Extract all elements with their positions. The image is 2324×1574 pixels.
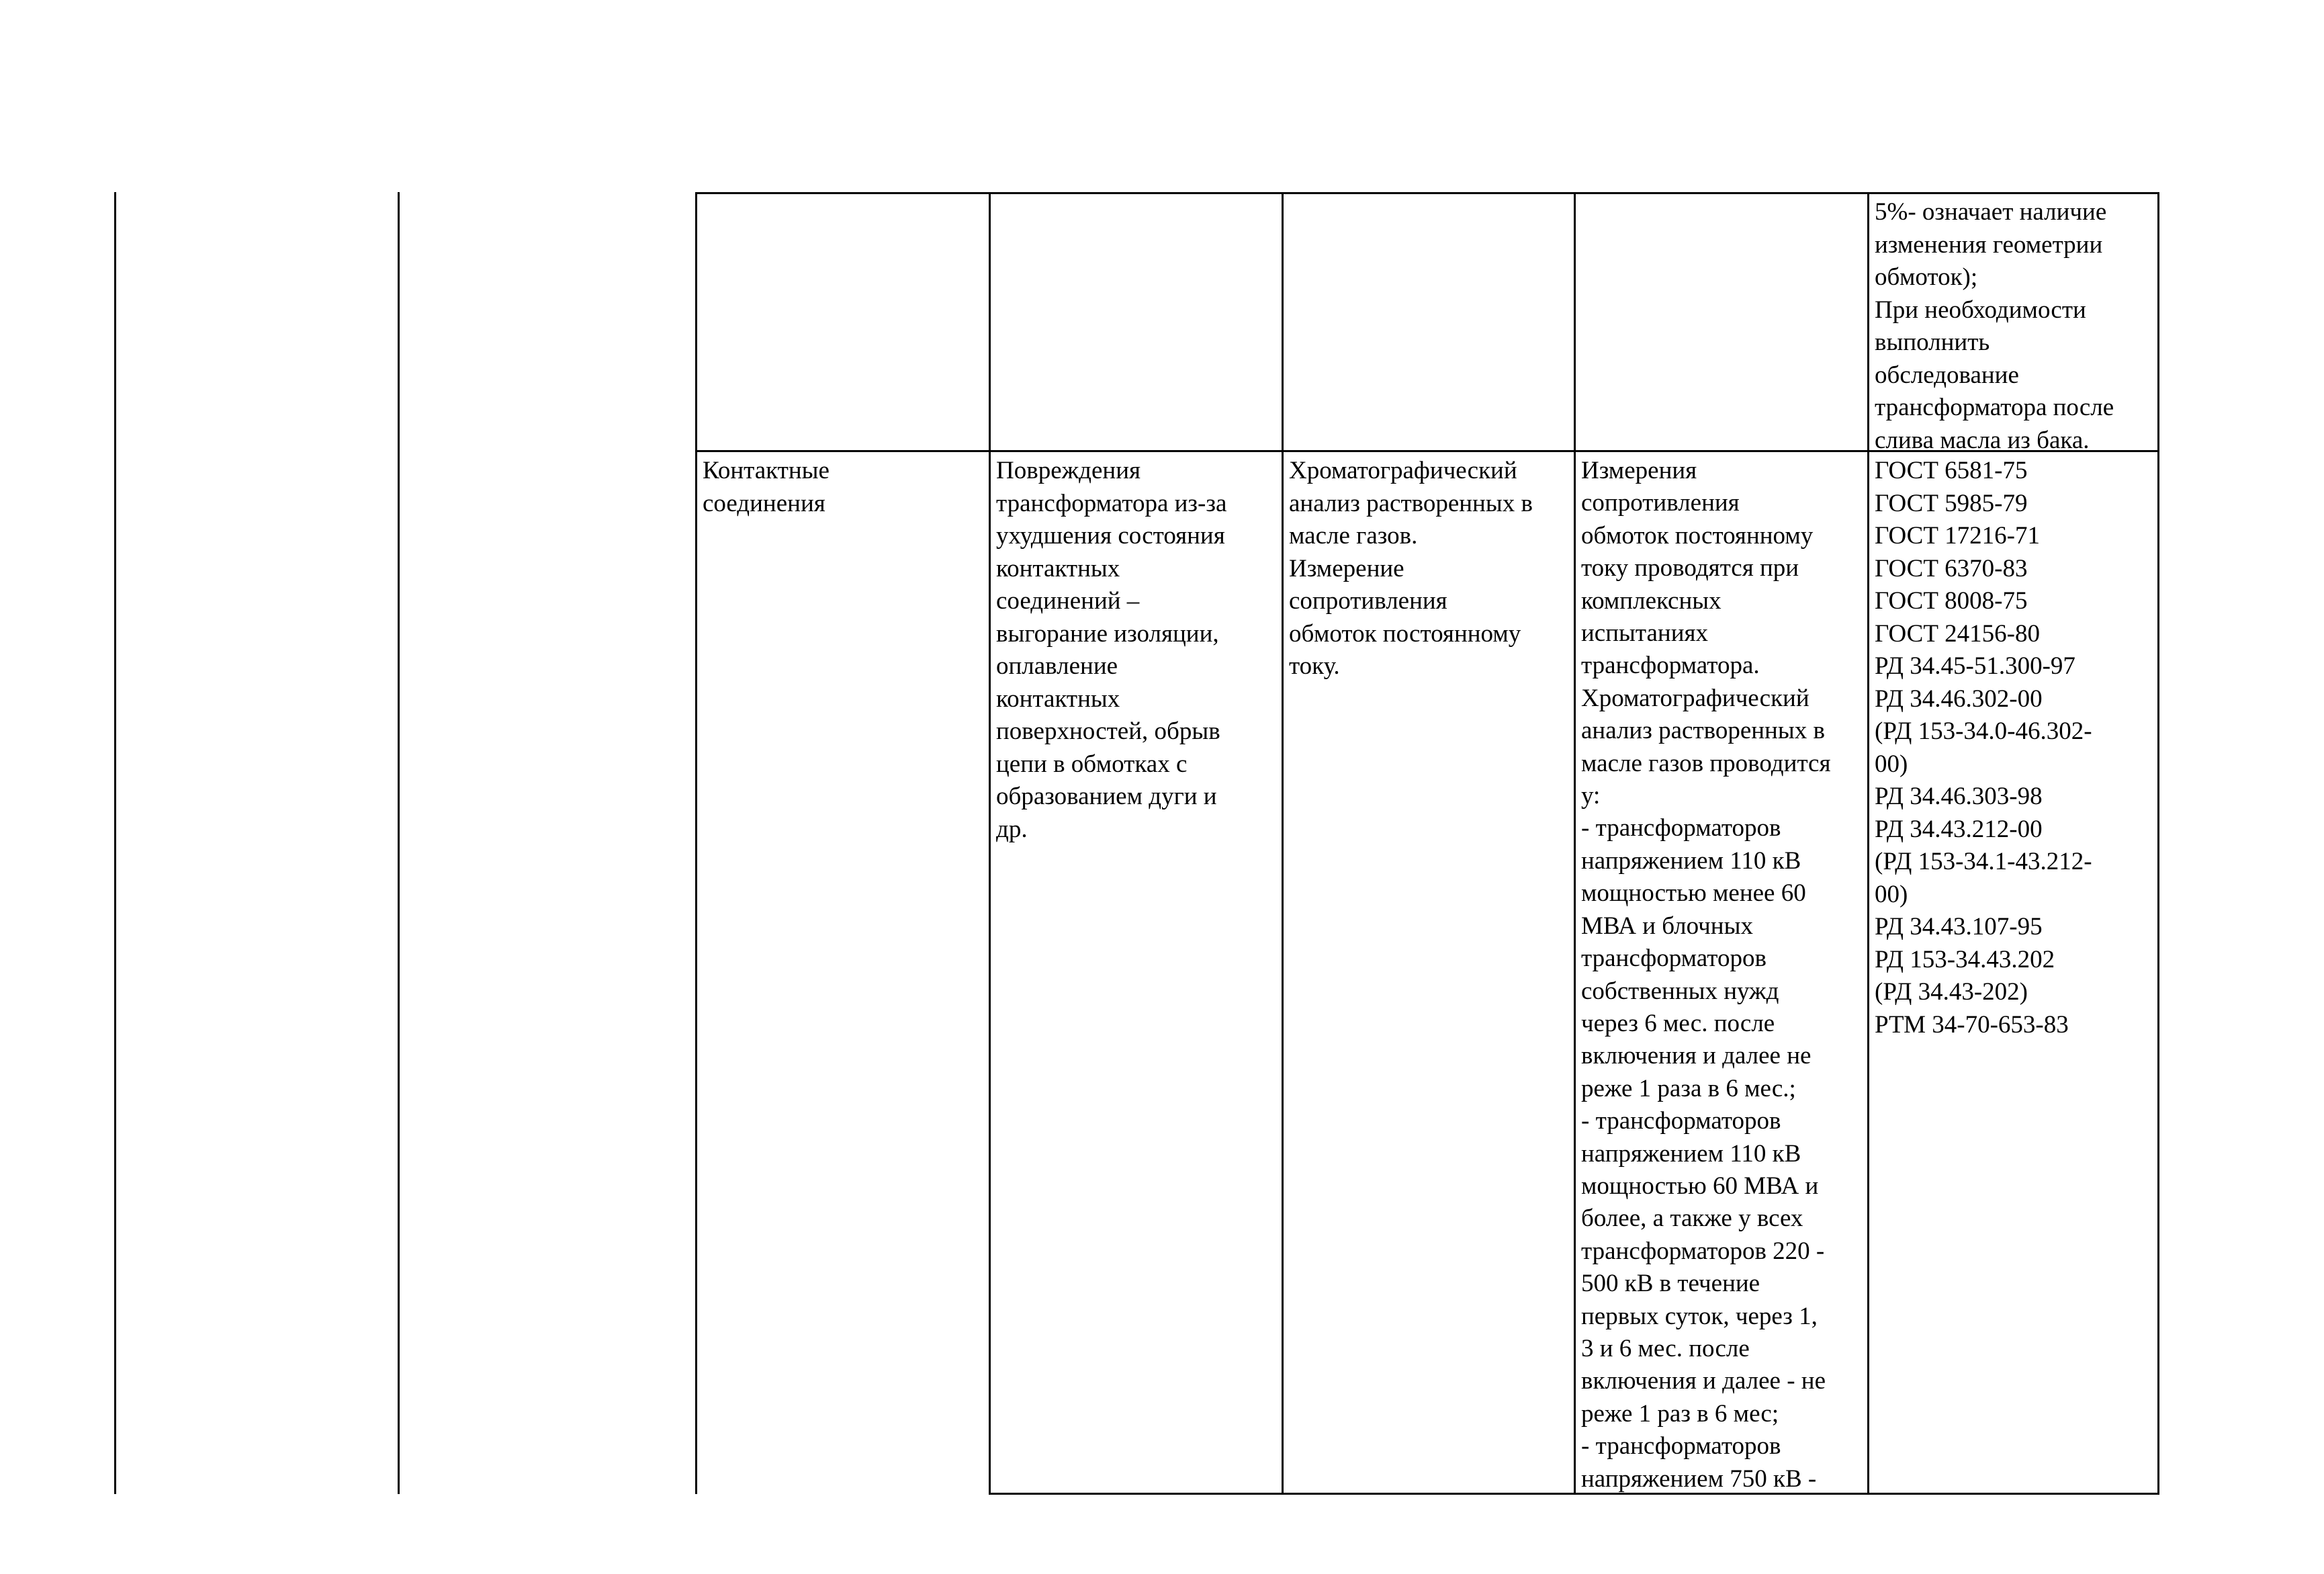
row2-col4-line: анализ растворенных в — [1581, 717, 1825, 745]
row2-col4-line: - трансформаторов — [1581, 814, 1781, 842]
row2-col5-line: (РД 153-34.0-46.302- — [1875, 717, 2092, 745]
row2-col4-cell — [1576, 452, 1867, 1493]
row2-col2-line: трансформатора из-за — [996, 489, 1227, 517]
row2-col4-line: первых суток, через 1, — [1581, 1302, 1818, 1330]
row2-col4-line: - трансформаторов — [1581, 1432, 1781, 1460]
row2-col3-line: анализ растворенных в — [1289, 489, 1533, 517]
row2-col5-line: ГОСТ 5985-79 — [1875, 489, 2028, 517]
row2-col4-line: Хроматографический — [1581, 684, 1809, 712]
row2-col3-line: сопротивления — [1289, 587, 1447, 615]
row2-col2-line: оплавление — [996, 652, 1118, 680]
row1-col5-line: изменения геометрии — [1875, 230, 2103, 259]
row2-col5-line: ГОСТ 24156-80 — [1875, 619, 2040, 648]
row2-col4-line: включения и далее - не — [1581, 1367, 1826, 1395]
row2-col4-line: напряжением 750 кВ - — [1581, 1464, 1817, 1493]
row2-col4-line: - трансформаторов — [1581, 1107, 1781, 1135]
row2-col2-line: поверхностей, обрыв — [996, 717, 1220, 745]
row2-col2-line: др. — [996, 815, 1028, 843]
table-bottom-border — [989, 1493, 2159, 1495]
row2-col5-line: РД 34.46.303-98 — [1875, 783, 2043, 810]
row2-col5-line: (РД 153-34.1-43.212- — [1875, 848, 2092, 875]
row1-col5-line: трансформатора после — [1875, 394, 2114, 421]
row2-col5-line: ГОСТ 6370-83 — [1875, 554, 2028, 582]
row2-col2-line: контактных — [996, 554, 1120, 582]
row2-col5-line: 00) — [1875, 880, 1908, 908]
row1-col5-line: слива масла из бака. — [1875, 426, 2090, 450]
margin-rule-left — [114, 192, 116, 1494]
row2-col4-line: комплексных — [1581, 586, 1722, 615]
row2-col2-line: образованием дуги и — [996, 783, 1217, 810]
row2-col4-line: масле газов проводится — [1581, 749, 1831, 777]
row2-col5-line: РД 34.46.302-00 — [1875, 685, 2043, 713]
row2-col2-line: ухудшения состояния — [996, 522, 1225, 550]
row2-col2-line: цепи в обмотках с — [996, 750, 1188, 778]
row2-col3-line: Измерение — [1289, 554, 1404, 582]
row1-col5-line: 5%- означает наличие — [1875, 198, 2107, 226]
row1-col5-cell — [1869, 193, 2158, 450]
row2-col2-line: контактных — [996, 685, 1120, 713]
row2-col5-line: (РД 34.43-202) — [1875, 978, 2028, 1006]
row2-col4-line: напряжением 110 кВ — [1581, 1139, 1801, 1168]
row2-col5-line: ГОСТ 8008-75 — [1875, 587, 2028, 615]
row2-col3-line: обмоток постоянному — [1289, 619, 1521, 648]
row2-col3-cell — [1284, 452, 1574, 1493]
row2-col2-line: Повреждения — [996, 457, 1141, 484]
row2-col4-line: 500 кВ в течение — [1581, 1270, 1760, 1298]
row2-col1-line: соединения — [703, 489, 825, 517]
row2-col4-line: МВА и блочных — [1581, 912, 1753, 940]
row1-col5-line: обследование — [1875, 361, 2019, 389]
row1-col5-line: При необходимости — [1875, 296, 2086, 324]
row2-col4-line: обмоток постоянному — [1581, 521, 1814, 550]
row2-col4-line: реже 1 раза в 6 мес.; — [1581, 1074, 1796, 1102]
row2-col4-line: мощностью менее 60 — [1581, 879, 1806, 908]
row1-col5-line: выполнить — [1875, 329, 1990, 356]
row2-col2-line: соединений – — [996, 587, 1140, 615]
row2-col5-line: РД 153-34.43.202 — [1875, 945, 2055, 973]
row2-col4-line: собственных нужд — [1581, 977, 1779, 1005]
row2-col4-line: мощностью 60 МВА и — [1581, 1172, 1819, 1200]
row2-col4-line: трансформаторов 220 - — [1581, 1237, 1825, 1265]
row2-col4-line: испытаниях — [1581, 619, 1709, 648]
row2-col3-line: Хроматографический — [1289, 457, 1517, 484]
row2-col4-line: более, а также у всех — [1581, 1205, 1803, 1233]
row2-col5-line: ГОСТ 6581-75 — [1875, 457, 2028, 484]
row2-col3-line: току. — [1289, 652, 1340, 680]
row2-col5-line: РД 34.43.212-00 — [1875, 815, 2043, 843]
row2-col1-cell — [697, 452, 989, 1493]
row2-col2-line: выгорание изоляции, — [996, 619, 1219, 648]
row2-col4-line: реже 1 раз в 6 мес; — [1581, 1399, 1779, 1428]
row2-col4-line: включения и далее не — [1581, 1042, 1812, 1070]
row2-col4-line: через 6 мес. после — [1581, 1009, 1775, 1037]
row2-col5-cell — [1869, 452, 2157, 1493]
row2-col5-line: ГОСТ 17216-71 — [1875, 522, 2040, 550]
row2-col4-line: у: — [1581, 782, 1601, 810]
row2-col3-line: масле газов. — [1289, 522, 1418, 550]
row2-col5-line: РД 34.43.107-95 — [1875, 913, 2043, 941]
row2-col4-line: 3 и 6 мес. после — [1581, 1334, 1750, 1362]
row2-col4-line: току проводятся при — [1581, 554, 1799, 582]
row2-col5-line: РТМ 34-70-653-83 — [1875, 1010, 2069, 1039]
row2-col5-line: 00) — [1875, 750, 1908, 778]
row2-col5-line: РД 34.45-51.300-97 — [1875, 652, 2075, 680]
row1-col5-line: обмоток); — [1875, 263, 1978, 291]
row2-col4-line: трансформатора. — [1581, 652, 1760, 680]
row2-col4-line: напряжением 110 кВ — [1581, 846, 1801, 875]
row2-col1-line: Контактные — [703, 457, 830, 484]
row2-col4-line: сопротивления — [1581, 489, 1740, 517]
row2-col2-cell — [991, 452, 1282, 1493]
row2-col4-line: Измерения — [1581, 457, 1697, 484]
row2-col4-line: трансформаторов — [1581, 945, 1767, 973]
margin-rule-middle — [398, 192, 400, 1494]
